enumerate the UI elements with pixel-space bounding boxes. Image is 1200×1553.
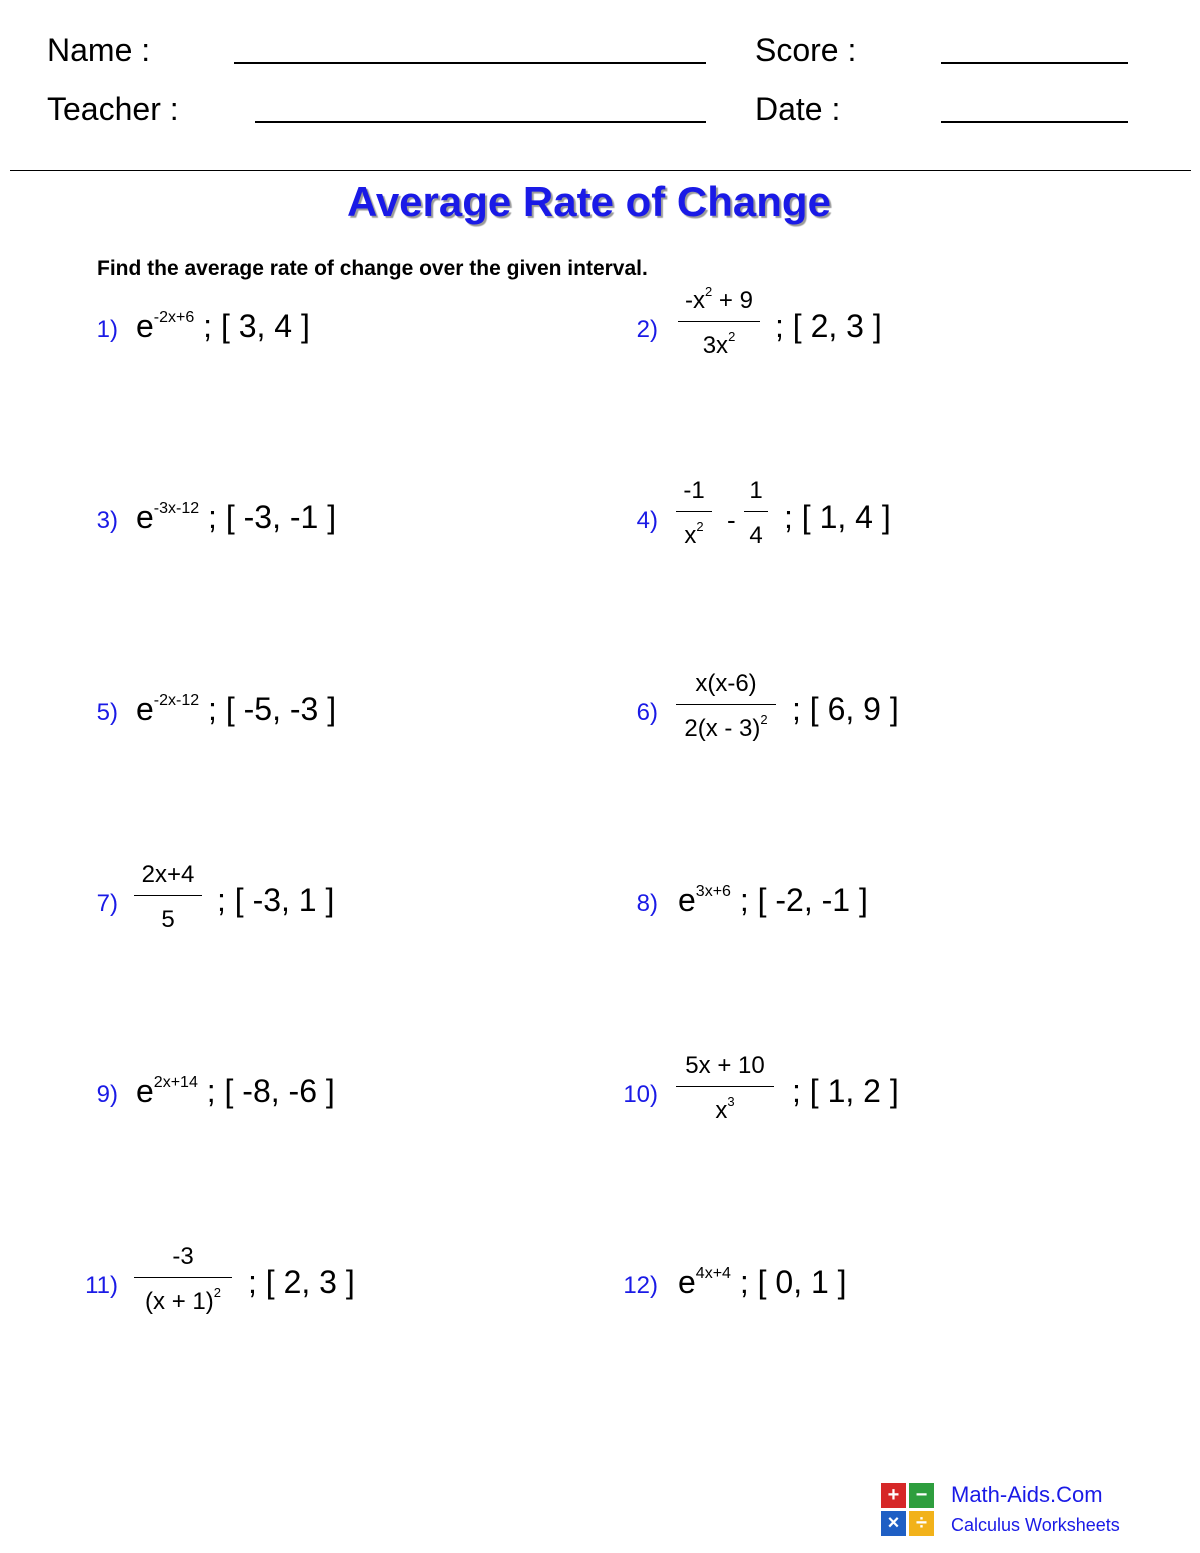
problem-interval: ; [ -3, 1 ] bbox=[217, 882, 335, 918]
problem-number: 10) bbox=[623, 1081, 658, 1108]
problem-expression: $e^{4x+4}$ ; [ 0, 1 ] bbox=[678, 1264, 847, 1300]
math-aids-logo-icon bbox=[881, 1483, 935, 1537]
problem-expression: $e^{-2x-12}$ ; [ -5, -3 ] bbox=[136, 691, 337, 727]
name-label: Name : bbox=[47, 32, 151, 68]
problem-number: 12) bbox=[623, 1272, 658, 1299]
problem-fraction: -3 $(x + 1)^2$ bbox=[134, 1243, 232, 1316]
brand-subtitle: Calculus Worksheets bbox=[951, 1515, 1120, 1535]
problem-interval: ; [ 1, 4 ] bbox=[784, 499, 891, 535]
problem-expression: $e^{2x+14}$ ; [ -8, -6 ] bbox=[136, 1073, 335, 1109]
name-field-line[interactable] bbox=[234, 62, 706, 64]
date-label: Date : bbox=[755, 91, 841, 127]
problem-expression: $e^{-2x+6}$ ; [ 3, 4 ] bbox=[136, 308, 310, 344]
worksheet-title: Average Rate of Change bbox=[347, 178, 831, 225]
teacher-label: Teacher : bbox=[47, 91, 179, 127]
problem-expression: $e^{-3x-12}$ ; [ -3, -1 ] bbox=[136, 499, 337, 535]
problem-fraction: 2x+4 5 bbox=[134, 861, 202, 934]
problem-interval: ; [ 1, 2 ] bbox=[792, 1073, 899, 1109]
problem-number: 11) bbox=[85, 1272, 118, 1299]
score-label: Score : bbox=[755, 32, 857, 68]
problem-fraction: 5x + 10 $x^3$ bbox=[676, 1052, 774, 1125]
instructions: Find the average rate of change over the given interval. bbox=[97, 257, 648, 280]
problem-number: 9) bbox=[96, 1081, 118, 1108]
problem-interval: ; [ 2, 3 ] bbox=[775, 308, 882, 344]
problem-number: 8) bbox=[636, 890, 658, 917]
plus-icon: + bbox=[881, 1483, 906, 1508]
problem-fraction: x(x-6) 2(x - 3)$^2$ bbox=[676, 670, 776, 743]
problem-number: 2) bbox=[636, 316, 658, 343]
divide-icon: ÷ bbox=[909, 1511, 934, 1536]
problem-number: 4) bbox=[636, 507, 658, 534]
problem-number: 5) bbox=[96, 699, 118, 726]
problem-expression: $e^{3x+6}$ ; [ -2, -1 ] bbox=[678, 882, 868, 918]
problem-number: 1) bbox=[96, 316, 118, 343]
problem-interval: ; [ 6, 9 ] bbox=[792, 691, 899, 727]
teacher-field-line[interactable] bbox=[255, 121, 706, 123]
problem-number: 3) bbox=[96, 507, 118, 534]
problem-number: 6) bbox=[636, 699, 658, 726]
problem-fraction: -1 $x^2$ bbox=[676, 477, 712, 550]
score-field-line[interactable] bbox=[941, 62, 1128, 64]
minus-icon: − bbox=[909, 1483, 934, 1508]
problem-fraction: $-x^2 + 9$ $3x^2$ bbox=[678, 287, 760, 360]
problem-interval: ; [ 2, 3 ] bbox=[248, 1264, 355, 1300]
multiply-icon: × bbox=[881, 1511, 906, 1536]
header-divider bbox=[10, 170, 1191, 171]
operator: - bbox=[727, 505, 736, 535]
brand-name: Math-Aids.Com bbox=[951, 1482, 1103, 1507]
problem-fraction: 1 4 bbox=[744, 477, 768, 550]
date-field-line[interactable] bbox=[941, 121, 1128, 123]
problem-number: 7) bbox=[96, 890, 118, 917]
